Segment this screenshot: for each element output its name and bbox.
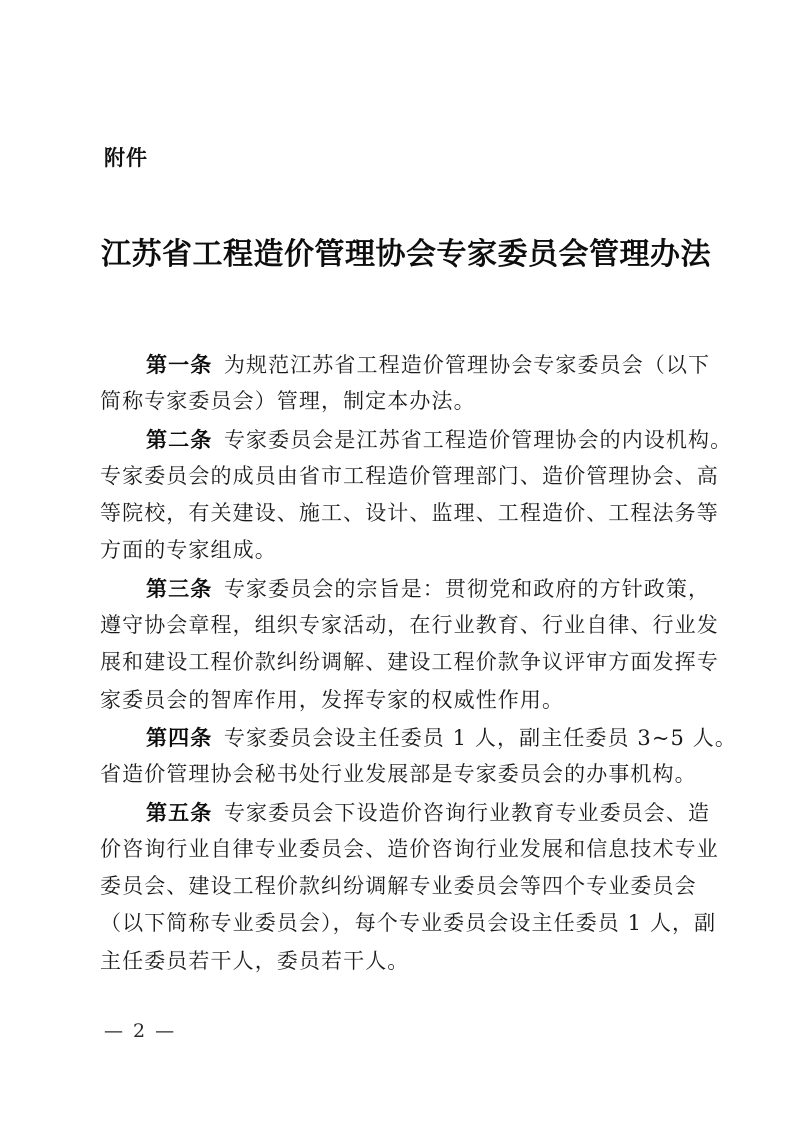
attachment-label: 附件 [104,146,148,170]
body-line: 方面的专家组成。 [100,538,277,563]
article-number: 第二条 [146,426,213,452]
body-line: 主任委员若干人，委员若干人。 [100,948,410,973]
body-line: 专家委员会的成员由省市工程造价管理部门、造价管理协会、高 [100,463,719,488]
article-number: 第一条 [146,352,213,377]
article-number: 第三条 [146,575,213,601]
article-number: 第五条 [146,799,213,825]
body-line: 第四条 专家委员会设主任委员 1 人，副主任委员 3~5 人。 [146,724,737,750]
body-line: 价咨询行业自律专业委员会、造价咨询行业发展和信息技术专业 [100,836,719,861]
body-line: 简称专家委员会）管理，制定本办法。 [100,389,476,414]
body-line: 第二条 专家委员会是江苏省工程造价管理协会的内设机构。 [146,426,733,452]
body-line: 遵守协会章程，组织专家活动，在行业教育、行业自律、行业发 [100,613,719,638]
body-line: 等院校，有关建设、施工、设计、监理、工程造价、工程法务等 [100,501,719,526]
body-line: 委员会、建设工程价款纠纷调解专业委员会等四个专业委员会 [100,874,697,899]
body-line: 第一条 为规范江苏省工程造价管理协会专家委员会（以下 [146,352,711,377]
article-number: 第四条 [146,724,213,750]
body-line: 第五条 专家委员会下设造价咨询行业教育专业委员会、造 [146,799,711,825]
body-line: （以下简称专业委员会），每个专业委员会设主任委员 1 人，副 [100,911,717,936]
body-line: 家委员会的智库作用，发挥专家的权威性作用。 [100,687,565,712]
body-line: 展和建设工程价款纠纷调解、建设工程价款争议评审方面发挥专 [100,650,719,675]
document-title: 江苏省工程造价管理协会专家委员会管理办法 [101,237,711,272]
body-line: 第三条 专家委员会的宗旨是：贯彻党和政府的方针政策， [146,575,711,601]
body-line: 省造价管理协会秘书处行业发展部是专家委员会的办事机构。 [100,762,697,787]
document-body [100,346,737,980]
page-number: — 2 — [104,1020,177,1042]
